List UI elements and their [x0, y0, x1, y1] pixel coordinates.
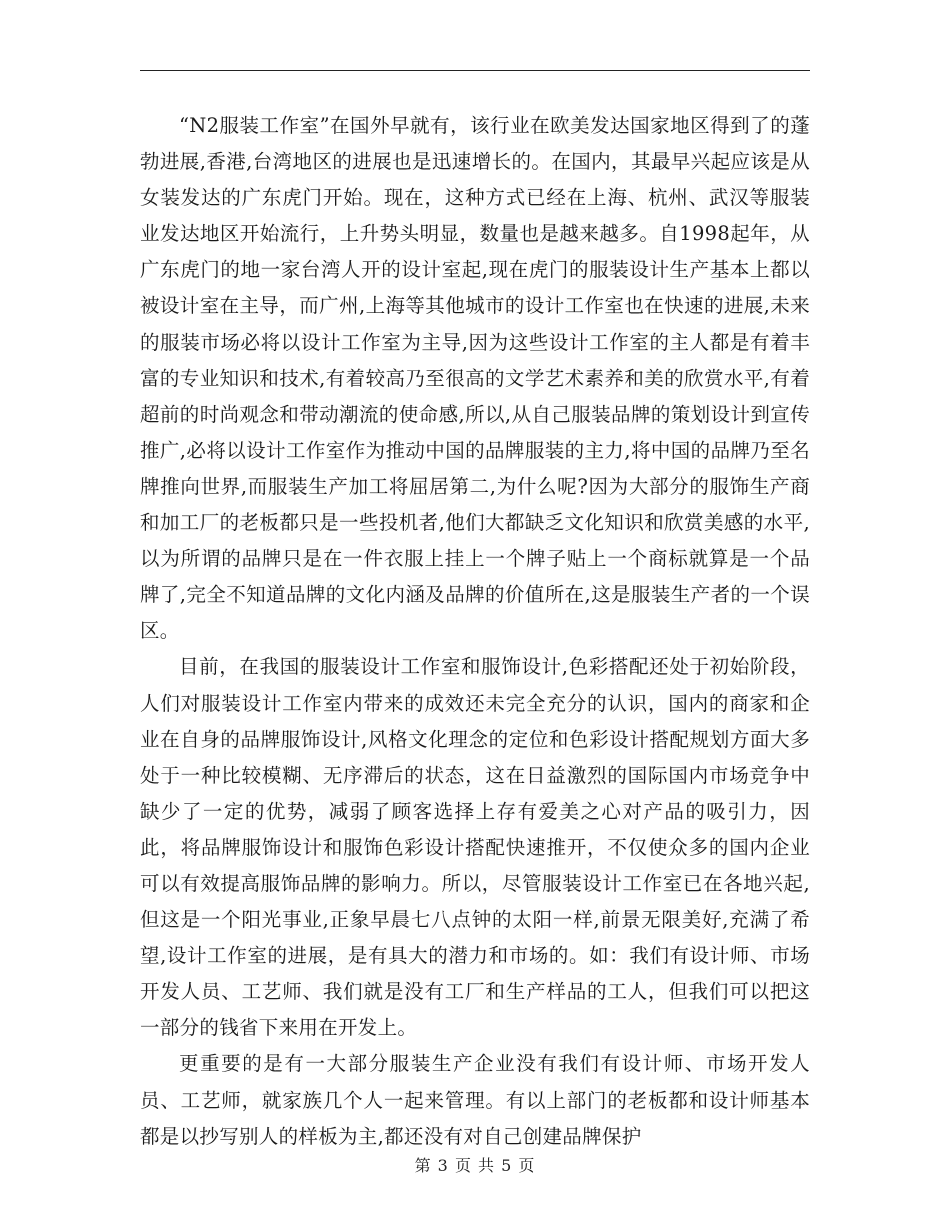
page-number-footer: 第 3 页 共 5 页: [414, 1156, 536, 1175]
paragraph-3: 更重要的是有一大部分服装生产企业没有我们有设计师、市场开发人员、工艺师，就家族几个人一起来管理。有以上部门的老板都和设计师基本都是以抄写别人的样板为主,都还没有对自己创建品牌保护: [140, 1052, 810, 1148]
paragraph-1: “N2服装工作室”在国外早就有，该行业在欧美发达国家地区得到了的蓬勃进展,香港,台湾地区的进展也是迅速增长的。在国内，其最早兴起应该是从女装发达的广东虎门开始。现在，这种方式已经在上海、杭州、武汉等服装业发达地区开始流行，上升势头明显，数量也是越来越多。自1998起年，从广东虎门的地一家台湾人开的设计室起,现在虎门的服装设计生产基本上都以被设计室在主导，而广州,上海等其他城市的设计工作室也在快速的进展,未来的服装市场必将以设计工作室为主导,因为这些设计工作室的主人都是有着丰富的专业知识和技术,有着较高乃至很高的文学艺术素养和美的欣赏水平,有着超前的时尚观念和带动潮流的使命感,所以,从自己服装品牌的策划设计到宣传推广,必将以设计工作室作为推动中国的品牌服装的主力,将中国的品牌乃至名牌推向世界,而服装生产加工将屈居第二,为什么呢?因为大部分的服饰生产商和加工厂的老板都只是一些投机者,他们大都缺乏文化知识和欣赏美感的水平,以为所谓的品牌只是在一件衣服上挂上一个牌子贴上一个商标就算是一个品牌了,完全不知道品牌的文化内涵及品牌的价值所在,这是服装生产者的一个误区。: [140, 114, 810, 643]
body-text: [140, 108, 810, 1155]
header-rule: [140, 70, 810, 71]
paragraph-2: 目前，在我国的服装设计工作室和服饰设计,色彩搭配还处于初始阶段，人们对服装设计工作室内带来的成效还未完全充分的认识，国内的商家和企业在自身的品牌服饰设计,风格文化理念的定位和色彩设计搭配规划方面大多处于一种比较模糊、无序滞后的状态，这在日益激烈的国际国内市场竞争中缺少了一定的优势，减弱了顾客选择上存有爱美之心对产品的吸引力，因此，将品牌服饰设计和服饰色彩设计搭配快速推开，不仅使众多的国内企业可以有效提高服饰品牌的影响力。所以，尽管服装设计工作室已在各地兴起,但这是一个阳光事业,正象早晨七八点钟的太阳一样,前景无限美好,充满了希望,设计工作室的进展，是有具大的潜力和市场的。如：我们有设计师、市场开发人员、工艺师、我们就是没有工厂和生产样品的工人，但我们可以把这一部分的钱省下来用在开发上。: [140, 655, 810, 1040]
